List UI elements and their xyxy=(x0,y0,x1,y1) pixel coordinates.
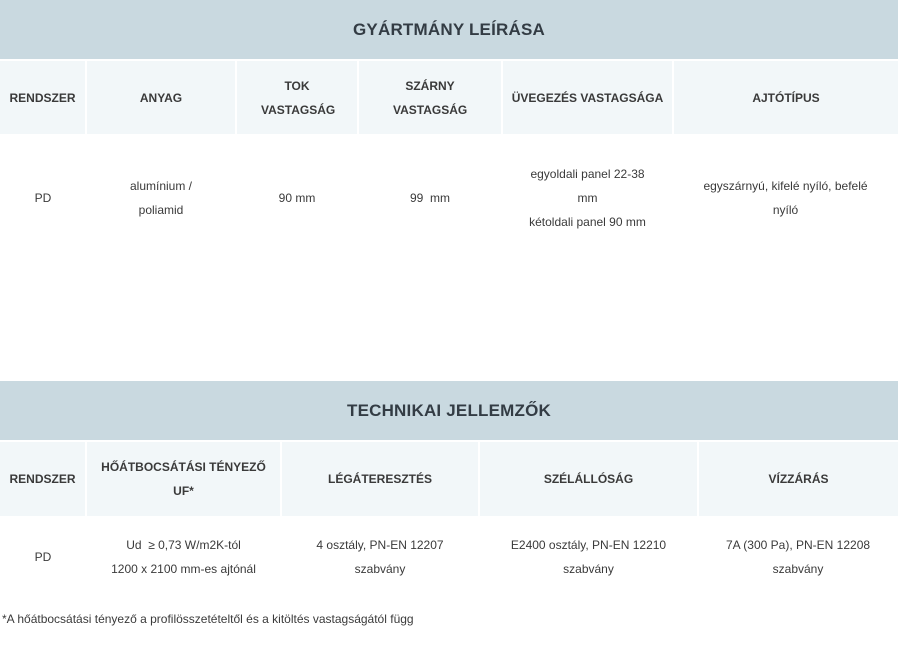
cell-vizzaras: 7A (300 Pa), PN-EN 12208 szabvány xyxy=(725,537,871,576)
section-gap xyxy=(0,262,898,381)
footnote: *A hőátbocsátási tényező a profilösszetételtől és a kitöltés vastagságától függ xyxy=(2,612,414,626)
header-rendszer: RENDSZER xyxy=(0,60,86,134)
header-hoatbocsatasi-tenyezo: HŐÁTBOCSÁTÁSI TÉNYEZŐ UF* xyxy=(86,441,281,516)
cell-szelallosag: E2400 osztály, PN-EN 12210 szabvány xyxy=(510,537,667,576)
table-row xyxy=(0,516,898,597)
cell-rendszer: PD xyxy=(34,549,52,564)
hoatbocsatasi-meret: 1200 x 2100 mm-es ajtónál xyxy=(111,561,256,576)
header-anyag: ANYAG xyxy=(86,60,236,134)
header-szarny-vastagsag: SZÁRNY VASTAGSÁG xyxy=(358,60,502,134)
header-legateresztes: LÉGÁTERESZTÉS xyxy=(281,441,479,516)
technical-specs-table xyxy=(0,440,898,597)
table-header-row xyxy=(0,60,898,134)
section-title-gyartmany-leirasa: GYÁRTMÁNY LEÍRÁSA xyxy=(0,0,898,59)
cell-anyag: alumínium / poliamid xyxy=(129,179,193,217)
header-vizzaras: VÍZZÁRÁS xyxy=(698,441,898,516)
header-szelallosag: SZÉLÁLLÓSÁG xyxy=(479,441,698,516)
uvegezes-egyoldali: egyoldali panel 22-38 mm xyxy=(530,167,645,205)
header-rendszer: RENDSZER xyxy=(0,441,86,516)
header-tok-vastagsag: TOK VASTAGSÁG xyxy=(236,60,358,134)
header-ajtotipus: AJTÓTÍPUS xyxy=(673,60,898,134)
cell-hoatbocsatasi-tenyezo xyxy=(86,516,281,597)
section-technikai xyxy=(0,381,898,597)
header-uvegezes-vastagsaga: ÜVEGEZÉS VASTAGSÁGA xyxy=(502,60,673,134)
cell-rendszer: PD xyxy=(34,191,52,205)
hoatbocsatasi-ertek: Ud ≥ 0,73 W/m2K-tól xyxy=(126,537,241,552)
cell-legateresztes: 4 osztály, PN-EN 12207 szabvány xyxy=(316,537,444,576)
cell-szarny-vastagsag: 99 mm xyxy=(409,191,450,205)
cell-ajtotipus: egyszárnyú, kifelé nyíló, befelé nyíló xyxy=(703,179,868,217)
uvegezes-ketoldali: kétoldali panel 90 mm xyxy=(529,215,646,229)
cell-uvegezes-vastagsaga xyxy=(502,134,673,262)
section-gyartmany xyxy=(0,0,898,262)
table-row xyxy=(0,134,898,262)
table-header-row xyxy=(0,441,898,516)
cell-tok-vastagsag: 90 mm xyxy=(278,191,316,205)
product-description-table xyxy=(0,59,898,262)
section-title-technikai-jellemzok: TECHNIKAI JELLEMZŐK xyxy=(0,381,898,440)
